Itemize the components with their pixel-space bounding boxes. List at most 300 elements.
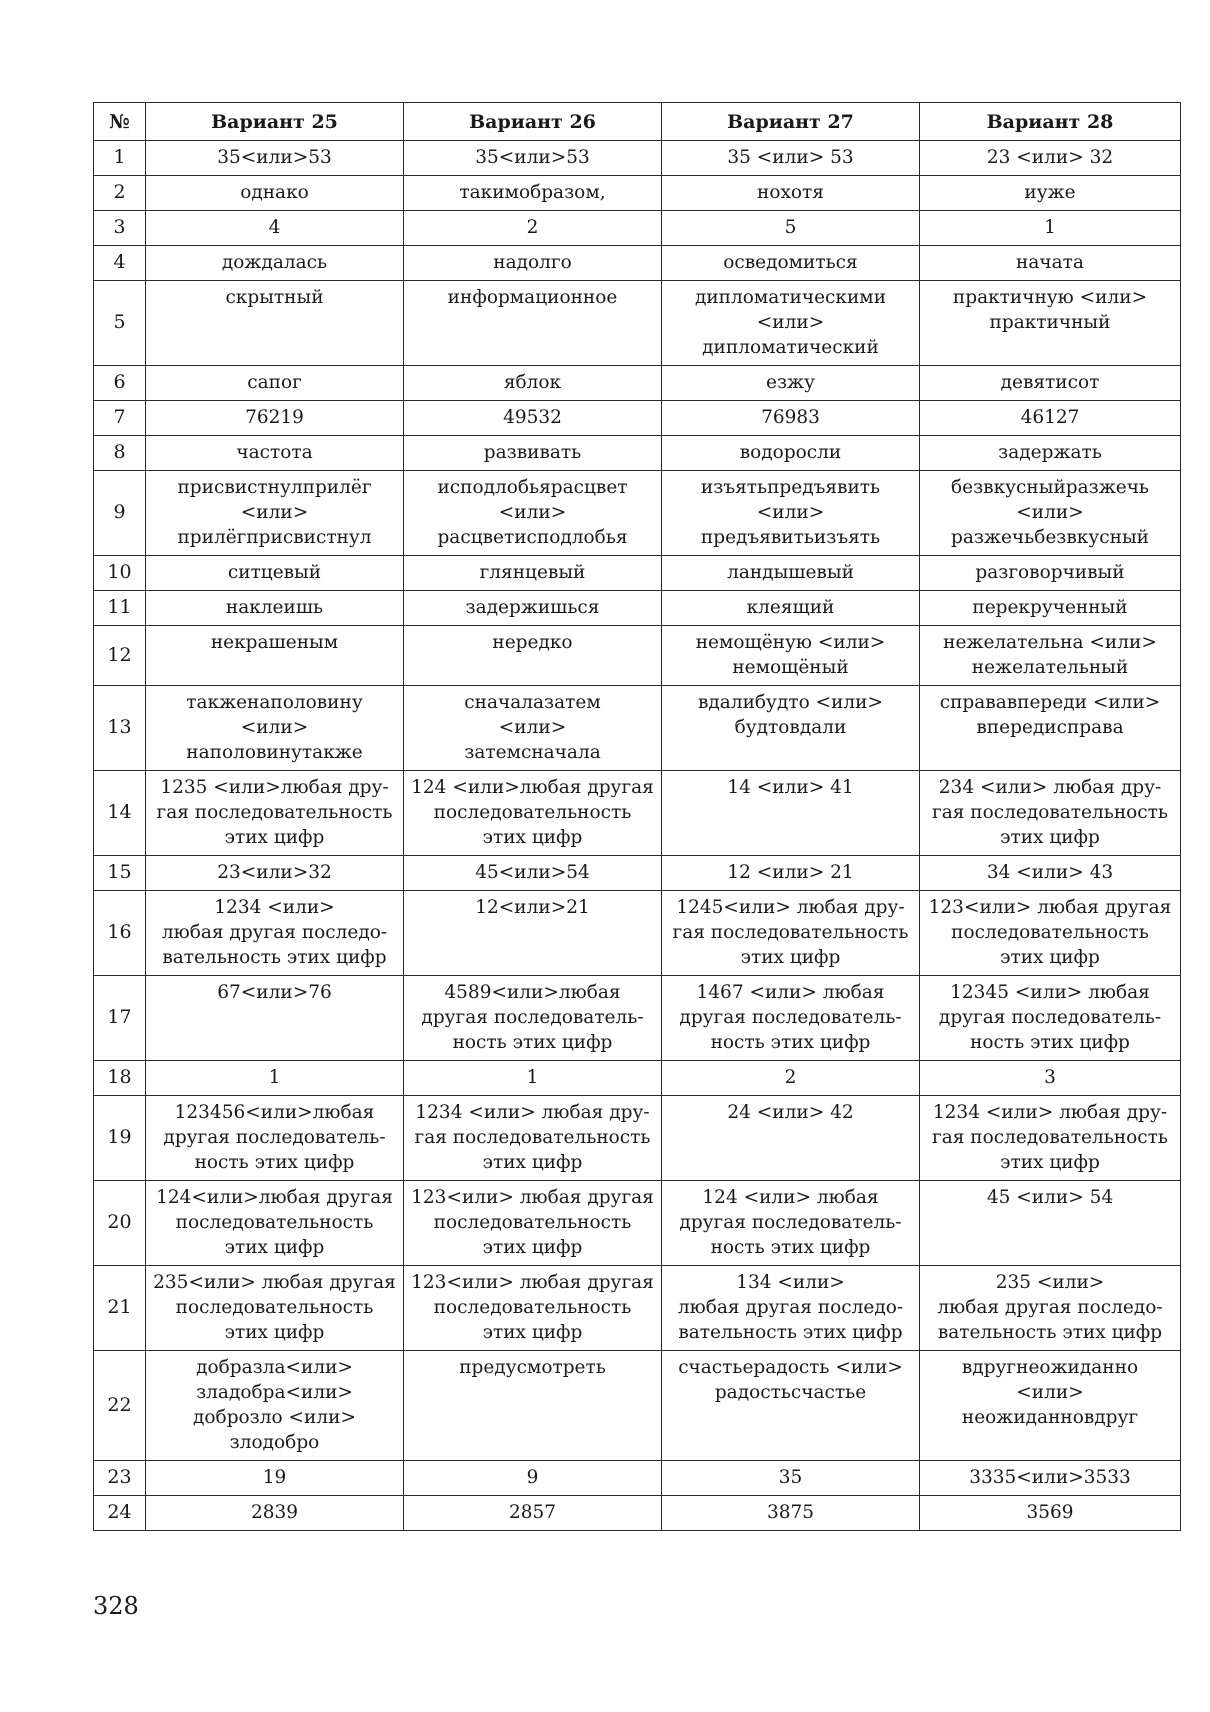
answer-cell: [146, 471, 404, 556]
answer-cell: [146, 591, 404, 626]
answer-cell: [404, 856, 662, 891]
answer-cell: [404, 891, 662, 976]
answer-line: 3875: [766, 1502, 815, 1523]
answer-line: затемсначала: [464, 742, 601, 763]
answer-cell: [920, 976, 1181, 1061]
table-row: [94, 626, 1181, 686]
answer-line: 24 <или> 42: [727, 1102, 854, 1123]
answer-cell: [404, 436, 662, 471]
answer-cell: [920, 436, 1181, 471]
answer-cell: [146, 976, 404, 1061]
answer-line: присвистнулприлёг: [177, 477, 372, 498]
header-variant: Вариант 28: [920, 103, 1181, 141]
answer-line: 45 <или> 54: [986, 1187, 1114, 1208]
table-row: [94, 1351, 1181, 1461]
answer-line: другая последователь-: [679, 1007, 902, 1028]
answer-line: дипломатическими: [694, 287, 887, 308]
answer-cell: [920, 891, 1181, 976]
answer-cell: [146, 1351, 404, 1461]
answer-line: <или>: [1016, 1382, 1084, 1403]
answer-cell: [662, 211, 920, 246]
answer-cell: [404, 686, 662, 771]
answer-line: ность этих цифр: [194, 1152, 355, 1173]
answer-cell: [920, 1266, 1181, 1351]
answer-cell: [146, 1461, 404, 1496]
answer-cell: [404, 626, 662, 686]
answer-line: 235<или> любая другая: [153, 1272, 396, 1293]
answer-line: вательность этих цифр: [937, 1322, 1163, 1343]
task-number: 20: [94, 1181, 146, 1266]
answer-cell: [920, 141, 1181, 176]
answer-line: 1: [268, 1067, 281, 1088]
answer-cell: [404, 211, 662, 246]
answer-line: 123<или> любая другая: [411, 1272, 654, 1293]
table-row: [94, 471, 1181, 556]
answer-cell: [920, 176, 1181, 211]
answer-cell: [920, 401, 1181, 436]
answer-cell: [920, 1096, 1181, 1181]
task-number: 15: [94, 856, 146, 891]
answer-line: немощёную <или>: [695, 632, 886, 653]
answer-cell: [146, 686, 404, 771]
answer-cell: [146, 401, 404, 436]
answer-line: впередисправа: [976, 717, 1124, 738]
table-row: [94, 1496, 1181, 1531]
answer-line: 124<или>любая другая: [156, 1187, 393, 1208]
answer-line: езжу: [766, 372, 815, 393]
answer-cell: [146, 1496, 404, 1531]
table-row: [94, 436, 1181, 471]
answer-line: 1: [1044, 217, 1056, 238]
answer-cell: [146, 176, 404, 211]
answer-line: 3569: [1026, 1502, 1074, 1523]
answer-line: гая последовательность: [414, 1127, 651, 1148]
answer-cell: [662, 176, 920, 211]
answer-line: девятисот: [1000, 372, 1100, 393]
answer-line: этих цифр: [482, 827, 583, 848]
answer-cell: [662, 1351, 920, 1461]
table-row: [94, 366, 1181, 401]
answer-cell: [404, 401, 662, 436]
answer-line: дождалась: [221, 252, 328, 273]
answer-cell: [920, 1351, 1181, 1461]
table-body: [94, 141, 1181, 1531]
table-row: [94, 281, 1181, 366]
answer-line: 1234 <или> любая дру-: [415, 1102, 650, 1123]
answer-cell: [662, 1181, 920, 1266]
answer-cell: [662, 1061, 920, 1096]
answer-cell: [404, 246, 662, 281]
answer-line: наклеишь: [225, 597, 324, 618]
answer-line: нежелательный: [971, 657, 1129, 678]
task-number: 18: [94, 1061, 146, 1096]
answer-line: гая последовательность: [932, 802, 1168, 823]
answer-line: 67<или>76: [217, 982, 332, 1003]
answer-cell: [404, 556, 662, 591]
task-number: 2: [94, 176, 146, 211]
answer-line: 235 <или>: [995, 1272, 1105, 1293]
answer-line: 124 <или>любая другая: [411, 777, 654, 798]
answer-cell: [404, 1096, 662, 1181]
answer-line: этих цифр: [224, 1322, 325, 1343]
answer-cell: [404, 1496, 662, 1531]
table-row: [94, 1266, 1181, 1351]
answer-cell: [920, 246, 1181, 281]
answer-cell: [404, 176, 662, 211]
answer-cell: [146, 141, 404, 176]
answer-cell: [662, 556, 920, 591]
answer-line: нохотя: [757, 182, 824, 203]
task-number: 8: [94, 436, 146, 471]
answer-cell: [404, 471, 662, 556]
answer-line: исподлобьярасцвет: [437, 477, 628, 498]
answer-line: <или>: [498, 502, 567, 523]
task-number: 7: [94, 401, 146, 436]
answer-line: ситцевый: [227, 562, 322, 583]
table-row: [94, 246, 1181, 281]
answer-cell: [920, 1061, 1181, 1096]
answer-line: гая последовательность: [156, 802, 393, 823]
task-number: 3: [94, 211, 146, 246]
answer-cell: [404, 976, 662, 1061]
header-variant: Вариант 25: [146, 103, 404, 141]
answer-cell: [662, 771, 920, 856]
answer-line: зладобра<или>: [196, 1382, 353, 1403]
answer-line: яблок: [503, 372, 562, 393]
answer-line: 2839: [250, 1502, 299, 1523]
task-number: 10: [94, 556, 146, 591]
header-variant: Вариант 27: [662, 103, 920, 141]
answer-line: перекрученный: [972, 597, 1128, 618]
answer-line: 1234 <или>: [214, 897, 335, 918]
answer-line: ность этих цифр: [710, 1237, 871, 1258]
answer-line: последовательность: [433, 1297, 632, 1318]
answer-line: этих цифр: [1000, 1152, 1100, 1173]
answer-line: этих цифр: [482, 1152, 583, 1173]
answer-cell: [146, 1181, 404, 1266]
task-number: 11: [94, 591, 146, 626]
header-row: [94, 103, 1181, 141]
answer-cell: [662, 1496, 920, 1531]
answer-line: однако: [240, 182, 309, 203]
answer-line: 23<или>32: [217, 862, 332, 883]
answer-line: вдругнеожиданно: [961, 1357, 1139, 1378]
answer-cell: [146, 556, 404, 591]
answer-line: осведомиться: [723, 252, 858, 273]
answer-line: <или>: [756, 502, 825, 523]
answer-cell: [404, 1351, 662, 1461]
answer-line: 4589<или>любая: [444, 982, 621, 1003]
answer-line: ландышевый: [727, 562, 854, 583]
answer-cell: [146, 1061, 404, 1096]
answer-line: 12<или>21: [475, 897, 590, 918]
header-variant: Вариант 26: [404, 103, 662, 141]
answer-line: нередко: [492, 632, 573, 653]
answer-line: 35: [778, 1467, 803, 1488]
answer-line: 124 <или> любая: [702, 1187, 879, 1208]
answer-cell: [920, 591, 1181, 626]
answer-cell: [920, 281, 1181, 366]
answer-line: разжечьбезвкусный: [950, 527, 1150, 548]
answer-line: такимобразом,: [459, 182, 606, 203]
table-row: [94, 1096, 1181, 1181]
answer-line: гая последовательность: [932, 1127, 1168, 1148]
answer-line: ность этих цифр: [970, 1032, 1130, 1053]
answer-line: ность этих цифр: [710, 1032, 871, 1053]
answer-line: вательность этих цифр: [678, 1322, 903, 1343]
answer-line: дипломатический: [702, 337, 879, 358]
answer-cell: [662, 366, 920, 401]
answer-line: 46127: [1020, 407, 1080, 428]
answer-line: 76983: [761, 407, 820, 428]
answer-line: <или>: [1016, 502, 1084, 523]
answer-cell: [146, 1266, 404, 1351]
answer-cell: [920, 556, 1181, 591]
answer-cell: [404, 591, 662, 626]
answer-line: развивать: [483, 442, 582, 463]
answer-line: 76219: [245, 407, 304, 428]
answer-cell: [662, 856, 920, 891]
answer-line: 35<или>53: [475, 147, 590, 168]
answer-line: последовательность: [175, 1212, 374, 1233]
answer-cell: [662, 246, 920, 281]
answer-cell: [920, 686, 1181, 771]
task-number: 1: [94, 141, 146, 176]
answer-cell: [146, 1096, 404, 1181]
answer-line: добразла<или>: [196, 1357, 353, 1378]
answer-line: другая последователь-: [938, 1007, 1162, 1028]
task-number: 21: [94, 1266, 146, 1351]
task-number: 13: [94, 686, 146, 771]
answer-line: последовательность: [175, 1297, 374, 1318]
answer-cell: [920, 211, 1181, 246]
answer-cell: [662, 1096, 920, 1181]
answer-line: 134 <или>: [736, 1272, 845, 1293]
answer-line: этих цифр: [224, 1237, 325, 1258]
answer-line: этих цифр: [482, 1237, 583, 1258]
task-number: 12: [94, 626, 146, 686]
task-number: 6: [94, 366, 146, 401]
answer-cell: [404, 1181, 662, 1266]
answer-line: 1245<или> любая дру-: [676, 897, 905, 918]
answer-line: некрашеным: [210, 632, 339, 653]
answer-line: изъятьпредъявить: [700, 477, 881, 498]
answer-cell: [920, 626, 1181, 686]
answer-line: <или>: [240, 502, 309, 523]
answer-line: неожиданновдруг: [961, 1407, 1139, 1428]
table-row: [94, 856, 1181, 891]
answer-line: этих цифр: [1000, 827, 1100, 848]
table-row: [94, 976, 1181, 1061]
answer-line: этих цифр: [482, 1322, 583, 1343]
answer-cell: [920, 1461, 1181, 1496]
answer-line: сапог: [247, 372, 302, 393]
table-row: [94, 556, 1181, 591]
answer-line: 123<или> любая другая: [411, 1187, 654, 1208]
table-row: [94, 1181, 1181, 1266]
answer-line: <или>: [498, 717, 567, 738]
table-row: [94, 771, 1181, 856]
answer-cell: [920, 1181, 1181, 1266]
answer-line: клеящий: [746, 597, 835, 618]
table-header: [94, 103, 1181, 141]
table-row: [94, 401, 1181, 436]
answer-line: 9: [526, 1467, 539, 1488]
answer-line: безвкусныйразжечь: [950, 477, 1150, 498]
answer-line: 45<или>54: [475, 862, 590, 883]
answer-line: 14 <или> 41: [727, 777, 854, 798]
answer-line: предусмотреть: [459, 1357, 606, 1378]
answer-line: 1234 <или> любая дру-: [932, 1102, 1168, 1123]
answer-line: задержать: [998, 442, 1102, 463]
answer-line: последовательность: [433, 1212, 632, 1233]
answer-line: другая последователь-: [421, 1007, 644, 1028]
answer-line: 19: [262, 1467, 287, 1488]
answer-line: надолго: [493, 252, 572, 273]
answer-line: 123<или> любая другая: [928, 897, 1172, 918]
answer-cell: [662, 1266, 920, 1351]
answer-line: гая последовательность: [672, 922, 909, 943]
answer-line: 5: [784, 217, 797, 238]
answer-line: справавпереди <или>: [939, 692, 1161, 713]
answer-line: 35<или>53: [217, 147, 332, 168]
answer-line: задержишься: [465, 597, 600, 618]
answer-line: вательность этих цифр: [162, 947, 387, 968]
table-row: [94, 891, 1181, 976]
answer-cell: [920, 366, 1181, 401]
answer-line: практичный: [989, 312, 1111, 333]
answer-line: предъявитьизъять: [700, 527, 881, 548]
answer-cell: [404, 366, 662, 401]
answer-line: 1: [526, 1067, 539, 1088]
answer-cell: [146, 246, 404, 281]
answer-line: вдалибудто <или>: [698, 692, 883, 713]
answer-line: будтовдали: [734, 717, 847, 738]
task-number: 9: [94, 471, 146, 556]
answer-line: этих цифр: [740, 947, 841, 968]
answer-cell: [146, 626, 404, 686]
answer-line: немощёный: [732, 657, 849, 678]
answer-line: нежелательна <или>: [943, 632, 1157, 653]
answer-line: информационное: [447, 287, 618, 308]
table-row: [94, 211, 1181, 246]
table-row: [94, 176, 1181, 211]
answer-line: начата: [1016, 252, 1084, 273]
answer-cell: [662, 141, 920, 176]
answer-line: иуже: [1024, 182, 1076, 203]
answer-line: расцветисподлобья: [437, 527, 628, 548]
header-number: №: [94, 103, 146, 141]
answer-line: любая другая последо-: [677, 1297, 904, 1318]
answer-cell: [146, 281, 404, 366]
task-number: 4: [94, 246, 146, 281]
answer-line: 12 <или> 21: [727, 862, 854, 883]
answer-line: разговорчивый: [975, 562, 1125, 583]
answer-line: 2: [526, 217, 539, 238]
task-number: 22: [94, 1351, 146, 1461]
answer-line: <или>: [240, 717, 309, 738]
answer-line: ность этих цифр: [452, 1032, 613, 1053]
task-number: 24: [94, 1496, 146, 1531]
answer-cell: [662, 401, 920, 436]
answer-line: 3335<или>3533: [969, 1467, 1131, 1488]
answer-line: этих цифр: [224, 827, 325, 848]
answer-line: любая другая последо-: [161, 922, 388, 943]
answer-line: доброзло <или>: [193, 1407, 356, 1428]
answer-cell: [920, 856, 1181, 891]
answer-cell: [920, 771, 1181, 856]
answer-cell: [404, 1266, 662, 1351]
answer-cell: [662, 471, 920, 556]
answer-cell: [146, 856, 404, 891]
answer-line: злодобро: [229, 1432, 320, 1453]
answer-line: счастьерадость <или>: [678, 1357, 903, 1378]
answer-line: 49532: [503, 407, 562, 428]
answer-line: последовательность: [951, 922, 1149, 943]
answer-line: 123456<или>любая: [174, 1102, 375, 1123]
answer-cell: [920, 1496, 1181, 1531]
answer-cell: [404, 281, 662, 366]
answer-line: частота: [236, 442, 313, 463]
answer-cell: [662, 686, 920, 771]
answer-cell: [146, 211, 404, 246]
table-row: [94, 591, 1181, 626]
answer-cell: [662, 891, 920, 976]
task-number: 23: [94, 1461, 146, 1496]
answer-line: другая последователь-: [163, 1127, 386, 1148]
answer-line: скрытный: [225, 287, 324, 308]
answer-table: [93, 102, 1181, 1531]
answer-line: практичную <или>: [952, 287, 1148, 308]
answer-line: этих цифр: [1000, 947, 1100, 968]
answer-cell: [404, 141, 662, 176]
answer-line: 35 <или> 53: [727, 147, 854, 168]
answer-cell: [662, 591, 920, 626]
answer-line: глянцевый: [479, 562, 586, 583]
answer-line: радостьсчастье: [714, 1382, 867, 1403]
answer-cell: [662, 1461, 920, 1496]
answer-line: сначалазатем: [464, 692, 601, 713]
answer-line: наполовинутакже: [186, 742, 363, 763]
answer-cell: [662, 976, 920, 1061]
answer-line: 4: [268, 217, 281, 238]
answer-line: такженаполовину: [186, 692, 363, 713]
answer-line: 34 <или> 43: [986, 862, 1114, 883]
task-number: 16: [94, 891, 146, 976]
table-row: [94, 686, 1181, 771]
answer-cell: [404, 771, 662, 856]
task-number: 17: [94, 976, 146, 1061]
answer-line: 2857: [508, 1502, 557, 1523]
table-row: [94, 141, 1181, 176]
answer-line: последовательность: [433, 802, 632, 823]
answer-cell: [404, 1061, 662, 1096]
page-number: 328: [93, 1592, 139, 1620]
answer-line: 234 <или> любая дру-: [938, 777, 1162, 798]
answer-cell: [920, 471, 1181, 556]
answer-line: любая другая последо-: [937, 1297, 1163, 1318]
answer-line: <или>: [756, 312, 825, 333]
task-number: 14: [94, 771, 146, 856]
answer-line: прилёгприсвистнул: [177, 527, 372, 548]
answer-line: 2: [784, 1067, 797, 1088]
answer-cell: [662, 626, 920, 686]
answer-line: 3: [1044, 1067, 1056, 1088]
answer-cell: [146, 436, 404, 471]
answer-line: 23 <или> 32: [986, 147, 1114, 168]
answer-cell: [662, 281, 920, 366]
answer-cell: [146, 891, 404, 976]
